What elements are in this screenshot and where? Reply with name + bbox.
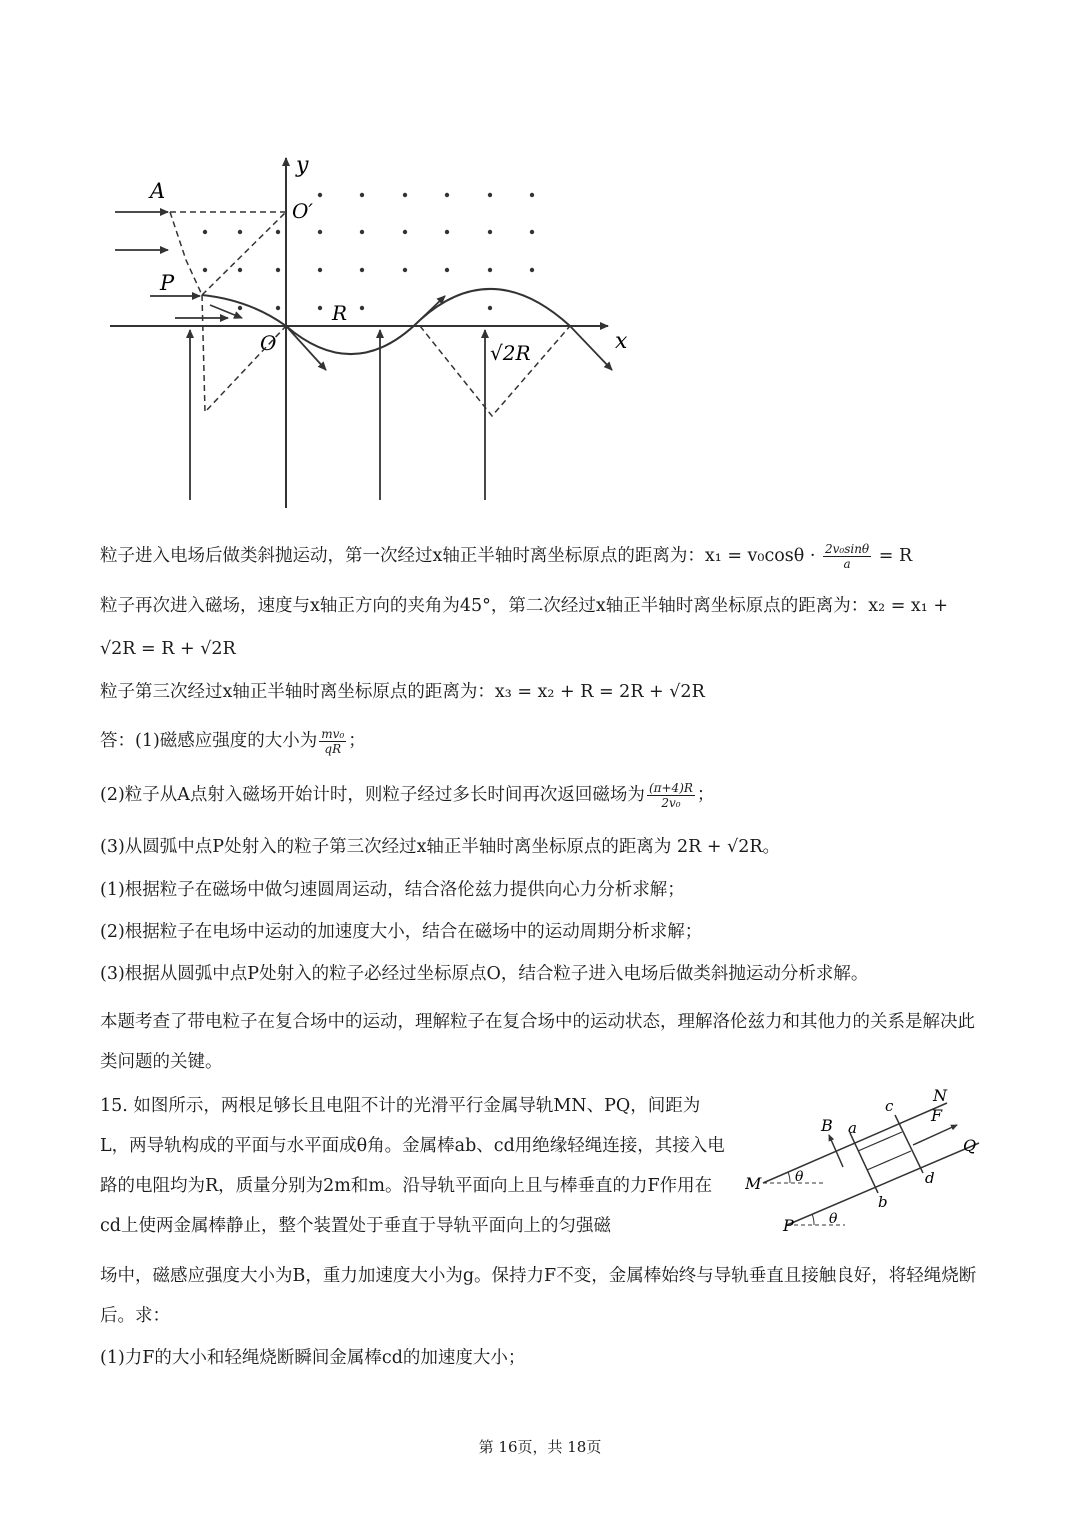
label-M: M: [745, 1174, 762, 1193]
answer-2-text: (2)粒子从A点射入磁场开始计时，则粒子经过多长时间再次返回磁场为: [100, 785, 645, 805]
analysis-1: (1)根据粒子在磁场中做匀速圆周运动，结合洛伦兹力提供向心力分析求解；: [100, 880, 685, 900]
point-O-prime-label: O′: [292, 199, 313, 223]
x-axis-label: x: [615, 329, 628, 354]
velocity-arrow-2: [420, 296, 445, 320]
magnetic-field-B-arrow: [829, 1135, 843, 1167]
label-F: F: [931, 1106, 943, 1125]
rail-PQ: [787, 1143, 979, 1225]
fraction-x1-denominator: a: [843, 557, 851, 571]
problem-15-text-a: 15. 如图所示，两根足够长且电阻不计的光滑平行金属导轨MN、PQ，间距为L，两导轨构成的平面与水平面成θ角。金属棒ab、cd用绝缘轻绳连接，其接入电路的电阻均为R，质量分别为2m和m。沿导轨平面向上且与棒垂直的力F作用在cd上使两金属棒静止，整个装置处于垂直于导轨平面向上的匀强磁: [100, 1096, 725, 1236]
label-b: b: [878, 1193, 888, 1211]
label-theta-top: θ: [795, 1169, 804, 1185]
solution-line-1-text: 粒子进入电场后做类斜抛运动，第一次经过x轴正半轴时离坐标原点的距离为：x₁ = v₀cosθ ·: [100, 546, 821, 566]
label-P: P: [783, 1216, 794, 1235]
radius-R-label: R: [332, 301, 348, 325]
magnetic-field-dots: [203, 193, 534, 310]
fraction-t-numerator: (π+4)R: [648, 781, 693, 795]
answer-1-end: ；: [348, 731, 366, 751]
fraction-B-numerator: mv₀: [321, 727, 345, 741]
label-d: d: [925, 1169, 935, 1187]
origin-O-label: O: [260, 331, 277, 355]
fraction-B: [319, 727, 346, 756]
label-a: a: [848, 1119, 857, 1137]
comment-paragraph: 本题考查了带电粒子在复合场中的运动，理解粒子在复合场中的运动状态，理解洛伦兹力和其他力的关系是解决此类问题的关键。: [100, 1012, 975, 1072]
problem-15-question-1: (1)力F的大小和轻绳烧断瞬间金属棒cd的加速度大小；: [100, 1348, 526, 1368]
construction-lines: [170, 212, 570, 416]
solution-line-1: [100, 542, 912, 571]
solution-line-2: 粒子再次进入磁场，速度与x轴正方向的夹角为45°，第二次经过x轴正半轴时离坐标原点的距离为：x₂ = x₁ +: [100, 596, 949, 616]
problem-15-text-b: 场中，磁感应强度大小为B，重力加速度大小为g。保持力F不变，金属棒始终与导轨垂直且接触良好，将轻绳烧断后。求：: [100, 1266, 977, 1326]
angle-arc-top: [788, 1172, 790, 1183]
angle-arc-bottom: [812, 1214, 814, 1225]
solution-line-1-tail: = R: [873, 546, 913, 566]
page-footer: 第 16页，共 18页: [478, 1438, 602, 1456]
y-axis-label: y: [296, 153, 309, 178]
analysis-3: (3)根据从圆弧中点P处射入的粒子必经过坐标原点O，结合粒子进入电场后做类斜抛运动分析求解。: [100, 964, 869, 984]
velocity-arrow-3: [570, 326, 612, 370]
rope-lower: [867, 1151, 911, 1170]
answer-2: [100, 781, 714, 810]
fraction-x1: [823, 542, 871, 571]
analysis-2: (2)根据粒子在电场中运动的加速度大小，结合在磁场中的运动周期分析求解；: [100, 922, 703, 942]
rod-ab: [850, 1133, 878, 1193]
solution-line-4: 粒子第三次经过x轴正半轴时离坐标原点的距离为：x₃ = x₂ + R = 2R + √2R: [100, 682, 705, 702]
point-A-label: A: [150, 179, 166, 203]
answer-3: (3)从圆弧中点P处射入的粒子第三次经过x轴正半轴时离坐标原点的距离为 2R + √2R。: [100, 837, 781, 857]
label-N: N: [933, 1086, 947, 1105]
solution-line-3: √2R = R + √2R: [100, 639, 236, 659]
label-theta-bottom: θ: [829, 1211, 838, 1227]
inclined-rails-figure: [745, 1085, 990, 1235]
velocity-arrow-4: [210, 305, 242, 318]
rope-upper: [858, 1132, 902, 1151]
point-P-label: P: [160, 271, 175, 295]
force-F-arrow: [913, 1125, 957, 1145]
fraction-t-denominator: 2v₀: [661, 796, 681, 810]
fraction-t: [647, 781, 695, 810]
rod-cd: [895, 1115, 923, 1173]
label-c: c: [885, 1097, 894, 1115]
answer-1: [100, 727, 366, 756]
label-B: B: [821, 1116, 833, 1135]
label-Q: Q: [963, 1136, 977, 1155]
fraction-B-denominator: qR: [324, 742, 342, 756]
fraction-x1-numerator: 2v₀sinθ: [824, 542, 870, 556]
field-diagram-figure: [100, 150, 640, 515]
sqrt2R-label: √2R: [490, 341, 531, 365]
answer-2-end: ；: [696, 785, 715, 805]
answer-1-text: 答：(1)磁感应强度的大小为: [100, 731, 318, 751]
